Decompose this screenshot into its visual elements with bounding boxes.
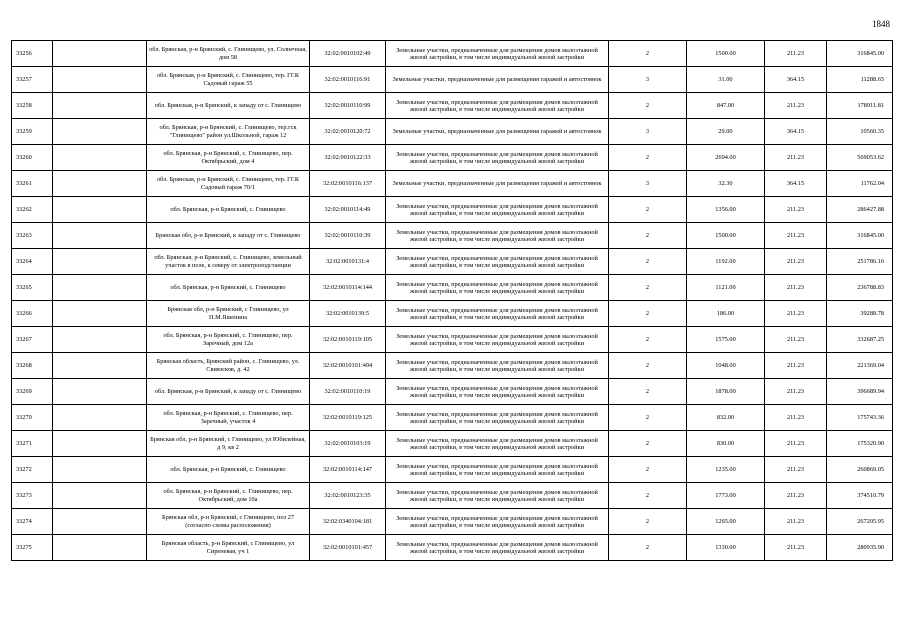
area-cell: 1265.00 <box>687 509 765 535</box>
empty-cell <box>53 457 147 483</box>
land-category-cell: Земельные участки, предназначенные для размещения домов малоэтажной жилой застройки, в том числе индивидуальной жилой застройки <box>386 327 609 353</box>
land-category-cell: Земельные участки, предназначенные для размещения домов малоэтажной жилой застройки, в том числе индивидуальной жилой застройки <box>386 301 609 327</box>
group-cell: 2 <box>609 301 687 327</box>
specific-value-cell: 211.23 <box>765 431 827 457</box>
table-row <box>12 41 893 67</box>
address-cell: обл. Брянская, р-н Брянский, с. Глинищево, земельный участок в поле, к северу от электроподстанции <box>147 249 310 275</box>
empty-cell <box>53 41 147 67</box>
address-cell: обл. Брянская, р-н Брянский, с. Глинищево, тер. ГСК Садовый гараж 55 <box>147 67 310 93</box>
group-cell: 2 <box>609 249 687 275</box>
cadastral-number-cell: 32:02:0010110:99 <box>310 93 386 119</box>
cadastral-value-cell: 251786.16 <box>827 249 893 275</box>
area-cell: 1121.00 <box>687 275 765 301</box>
area-cell: 1878.00 <box>687 379 765 405</box>
group-cell: 3 <box>609 119 687 145</box>
cadastral-number-cell: 32:02:0010103:19 <box>310 431 386 457</box>
group-cell: 2 <box>609 483 687 509</box>
address-cell: обл. Брянская, р-н Брянский, с. Глинищево, пер. Октябрьский, дом 4 <box>147 145 310 171</box>
cadastral-value-cell: 236788.83 <box>827 275 893 301</box>
empty-cell <box>53 93 147 119</box>
cadastral-number-cell: 32:02:0010120:72 <box>310 119 386 145</box>
area-cell: 1500.00 <box>687 223 765 249</box>
table-row <box>12 223 893 249</box>
group-cell: 2 <box>609 535 687 561</box>
group-cell: 2 <box>609 457 687 483</box>
group-cell: 2 <box>609 93 687 119</box>
address-cell: обл. Брянская, р-н Брянский, с. Глинищево <box>147 457 310 483</box>
cadastral-value-cell: 280935.90 <box>827 535 893 561</box>
area-cell: 1235.00 <box>687 457 765 483</box>
table-row <box>12 483 893 509</box>
cadastral-value-cell: 286427.88 <box>827 197 893 223</box>
empty-cell <box>53 275 147 301</box>
row-id-cell: 33262 <box>12 197 53 223</box>
table-row <box>12 145 893 171</box>
address-cell: Брянская обл, р-н Брянский, с Глинищево, ул Юбилейная, д 9, кв 2 <box>147 431 310 457</box>
specific-value-cell: 211.23 <box>765 197 827 223</box>
cadastral-value-cell: 221369.04 <box>827 353 893 379</box>
cadastral-value-cell: 11762.04 <box>827 171 893 197</box>
cadastral-number-cell: 32:02:0010114:49 <box>310 197 386 223</box>
cadastral-number-cell: 32:02:0010123:35 <box>310 483 386 509</box>
area-cell: 1575.00 <box>687 327 765 353</box>
empty-cell <box>53 171 147 197</box>
empty-cell <box>53 379 147 405</box>
specific-value-cell: 364.15 <box>765 171 827 197</box>
table-row <box>12 197 893 223</box>
area-cell: 1048.00 <box>687 353 765 379</box>
group-cell: 2 <box>609 405 687 431</box>
cadastral-value-cell: 10560.35 <box>827 119 893 145</box>
area-cell: 847.00 <box>687 93 765 119</box>
cadastral-number-cell: 32:02:0010114:144 <box>310 275 386 301</box>
area-cell: 1356.00 <box>687 197 765 223</box>
specific-value-cell: 211.23 <box>765 405 827 431</box>
empty-cell <box>53 197 147 223</box>
row-id-cell: 33264 <box>12 249 53 275</box>
group-cell: 2 <box>609 197 687 223</box>
row-id-cell: 33260 <box>12 145 53 171</box>
cadastral-number-cell: 32:02:0010101:494 <box>310 353 386 379</box>
cadastral-number-cell: 32:02:0010116:91 <box>310 67 386 93</box>
empty-cell <box>53 535 147 561</box>
table-row <box>12 405 893 431</box>
table-row <box>12 509 893 535</box>
cadastral-value-cell: 175743.36 <box>827 405 893 431</box>
land-category-cell: Земельные участки, предназначенные для размещения домов малоэтажной жилой застройки, в том числе индивидуальной жилой застройки <box>386 145 609 171</box>
address-cell: Брянская область, р-н Брянский, с Глинищево, ул Сиреневая, уч 1 <box>147 535 310 561</box>
land-category-cell: Земельные участки, предназначенные для размещения домов малоэтажной жилой застройки, в том числе индивидуальной жилой застройки <box>386 431 609 457</box>
row-id-cell: 33272 <box>12 457 53 483</box>
land-category-cell: Земельные участки, предназначенные для размещения домов малоэтажной жилой застройки, в том числе индивидуальной жилой застройки <box>386 509 609 535</box>
empty-cell <box>53 483 147 509</box>
row-id-cell: 33258 <box>12 93 53 119</box>
row-id-cell: 33271 <box>12 431 53 457</box>
cadastral-number-cell: 32:02:0010139:5 <box>310 301 386 327</box>
row-id-cell: 33265 <box>12 275 53 301</box>
area-cell: 1192.00 <box>687 249 765 275</box>
row-id-cell: 33263 <box>12 223 53 249</box>
area-cell: 2694.00 <box>687 145 765 171</box>
land-category-cell: Земельные участки, предназначенные для размещения домов малоэтажной жилой застройки, в том числе индивидуальной жилой застройки <box>386 275 609 301</box>
cadastral-value-cell: 374510.79 <box>827 483 893 509</box>
group-cell: 2 <box>609 327 687 353</box>
area-cell: 1773.00 <box>687 483 765 509</box>
table-row <box>12 119 893 145</box>
land-category-cell: Земельные участки, предназначенные для размещения домов малоэтажной жилой застройки, в том числе индивидуальной жилой застройки <box>386 353 609 379</box>
specific-value-cell: 211.23 <box>765 327 827 353</box>
group-cell: 2 <box>609 275 687 301</box>
specific-value-cell: 211.23 <box>765 535 827 561</box>
page-number: 1848 <box>872 19 890 29</box>
cadastral-number-cell: 32:02:0010131:4 <box>310 249 386 275</box>
address-cell: обл. Брянская, р-н Брянский, с. Глинищево, пер. Заречный, дом 12а <box>147 327 310 353</box>
group-cell: 2 <box>609 223 687 249</box>
land-category-cell: Земельные участки, предназначенные для размещения домов малоэтажной жилой застройки, в том числе индивидуальной жилой застройки <box>386 457 609 483</box>
specific-value-cell: 211.23 <box>765 41 827 67</box>
cadastral-number-cell: 32:02:0010102:49 <box>310 41 386 67</box>
address-cell: обл. Брянская, р-н Брянский, с. Глинищево, тер. ГСК Садовый гараж 70/1 <box>147 171 310 197</box>
empty-cell <box>53 509 147 535</box>
empty-cell <box>53 353 147 379</box>
cadastral-value-cell: 11288.65 <box>827 67 893 93</box>
area-cell: 32.30 <box>687 171 765 197</box>
empty-cell <box>53 67 147 93</box>
area-cell: 832.00 <box>687 405 765 431</box>
area-cell: 830.00 <box>687 431 765 457</box>
address-cell: Брянская обл, р-н Брянский, с Глинищево, поз 27 (согласно схемы расположения) <box>147 509 310 535</box>
specific-value-cell: 364.15 <box>765 67 827 93</box>
land-category-cell: Земельные участки, предназначенные для размещения гаражей и автостоянок <box>386 67 609 93</box>
cadastral-number-cell: 32:02:0010119:105 <box>310 327 386 353</box>
area-cell: 31.00 <box>687 67 765 93</box>
land-category-cell: Земельные участки, предназначенные для размещения домов малоэтажной жилой застройки, в том числе индивидуальной жилой застройки <box>386 41 609 67</box>
row-id-cell: 33273 <box>12 483 53 509</box>
table-row <box>12 249 893 275</box>
table-row <box>12 171 893 197</box>
table-row <box>12 379 893 405</box>
land-category-cell: Земельные участки, предназначенные для размещения домов малоэтажной жилой застройки, в том числе индивидуальной жилой застройки <box>386 405 609 431</box>
specific-value-cell: 211.23 <box>765 483 827 509</box>
specific-value-cell: 211.23 <box>765 457 827 483</box>
land-category-cell: Земельные участки, предназначенные для размещения гаражей и автостоянок <box>386 119 609 145</box>
specific-value-cell: 211.23 <box>765 223 827 249</box>
group-cell: 2 <box>609 431 687 457</box>
address-cell: обл. Брянская, р-н Брянский, к западу от с. Глинищево <box>147 93 310 119</box>
land-category-cell: Земельные участки, предназначенные для размещения домов малоэтажной жилой застройки, в том числе индивидуальной жилой застройки <box>386 535 609 561</box>
land-category-cell: Земельные участки, предназначенные для размещения домов малоэтажной жилой застройки, в том числе индивидуальной жилой застройки <box>386 93 609 119</box>
address-cell: Брянская область, Брянский район, с. Глинищево, ул. Свиязсков, д. 42 <box>147 353 310 379</box>
cadastral-value-cell: 39288.78 <box>827 301 893 327</box>
table-row <box>12 457 893 483</box>
area-cell: 1500.00 <box>687 41 765 67</box>
cadastral-value-cell: 396689.94 <box>827 379 893 405</box>
empty-cell <box>53 249 147 275</box>
row-id-cell: 33261 <box>12 171 53 197</box>
cadastral-value-cell: 332687.25 <box>827 327 893 353</box>
cadastral-number-cell: 32:02:0010110:19 <box>310 379 386 405</box>
group-cell: 2 <box>609 379 687 405</box>
address-cell: Брянская обл, р-н Брянский, к западу от с. Глинищево <box>147 223 310 249</box>
cadastral-number-cell: 32:02:0010119:125 <box>310 405 386 431</box>
group-cell: 2 <box>609 353 687 379</box>
specific-value-cell: 364.15 <box>765 119 827 145</box>
specific-value-cell: 211.23 <box>765 353 827 379</box>
address-cell: обл. Брянская, р-н Брянский, с. Глинищево <box>147 197 310 223</box>
group-cell: 2 <box>609 145 687 171</box>
row-id-cell: 33274 <box>12 509 53 535</box>
empty-cell <box>53 145 147 171</box>
cadastral-number-cell: 32:02:0010110:39 <box>310 223 386 249</box>
row-id-cell: 33256 <box>12 41 53 67</box>
empty-cell <box>53 301 147 327</box>
group-cell: 2 <box>609 41 687 67</box>
address-cell: обл. Брянская, р-н Брянский, к западу от с. Глинищево <box>147 379 310 405</box>
empty-cell <box>53 223 147 249</box>
area-cell: 186.00 <box>687 301 765 327</box>
row-id-cell: 33267 <box>12 327 53 353</box>
land-category-cell: Земельные участки, предназначенные для размещения гаражей и автостоянок <box>386 171 609 197</box>
address-cell: обл. Брянская, р-н Брянский, с. Глинищево, пер. Заречный, участок 4 <box>147 405 310 431</box>
cadastral-number-cell: 32:02:0340104:181 <box>310 509 386 535</box>
table-row <box>12 301 893 327</box>
address-cell: обл. Брянская, р-н Брянский, с. Глинищево <box>147 275 310 301</box>
group-cell: 2 <box>609 509 687 535</box>
cadastral-value-cell: 260869.05 <box>827 457 893 483</box>
table-body <box>12 41 893 561</box>
cadastral-value-cell: 316845.00 <box>827 41 893 67</box>
specific-value-cell: 211.23 <box>765 249 827 275</box>
address-cell: обл. Брянская, р-н Брянский, с. Глинищево, тер.гск "Глинищево" район ул.Школьной, гараж 12 <box>147 119 310 145</box>
row-id-cell: 33275 <box>12 535 53 561</box>
cadastral-value-cell: 569053.62 <box>827 145 893 171</box>
row-id-cell: 33269 <box>12 379 53 405</box>
group-cell: 3 <box>609 171 687 197</box>
cadastral-value-cell: 316845.00 <box>827 223 893 249</box>
land-category-cell: Земельные участки, предназначенные для размещения домов малоэтажной жилой застройки, в том числе индивидуальной жилой застройки <box>386 483 609 509</box>
land-category-cell: Земельные участки, предназначенные для размещения домов малоэтажной жилой застройки, в том числе индивидуальной жилой застройки <box>386 223 609 249</box>
cadastral-number-cell: 32:02:0010114:147 <box>310 457 386 483</box>
specific-value-cell: 211.23 <box>765 275 827 301</box>
area-cell: 29.00 <box>687 119 765 145</box>
land-category-cell: Земельные участки, предназначенные для размещения домов малоэтажной жилой застройки, в том числе индивидуальной жилой застройки <box>386 379 609 405</box>
table-row <box>12 67 893 93</box>
land-category-cell: Земельные участки, предназначенные для размещения домов малоэтажной жилой застройки, в том числе индивидуальной жилой застройки <box>386 197 609 223</box>
specific-value-cell: 211.23 <box>765 93 827 119</box>
specific-value-cell: 211.23 <box>765 379 827 405</box>
cadastral-number-cell: 32:02:0010101:457 <box>310 535 386 561</box>
cadastral-value-cell: 267205.95 <box>827 509 893 535</box>
row-id-cell: 33266 <box>12 301 53 327</box>
address-cell: обл. Брянская, р-н Брянский, с. Глинищево, пер. Октябрьский, дом 10а <box>147 483 310 509</box>
cadastral-value-cell: 175320.90 <box>827 431 893 457</box>
cadastral-number-cell: 32:02:0010116:137 <box>310 171 386 197</box>
land-registry-table <box>11 40 893 561</box>
specific-value-cell: 211.23 <box>765 301 827 327</box>
table-row <box>12 353 893 379</box>
address-cell: Брянская обл, р-н Брянский, с Глинищево, ул П.М.Яшенина <box>147 301 310 327</box>
area-cell: 1330.00 <box>687 535 765 561</box>
empty-cell <box>53 405 147 431</box>
address-cell: обл. Брянская, р-н Брянский, с. Глинищево, ул. Солнечная, дом 58 <box>147 41 310 67</box>
group-cell: 3 <box>609 67 687 93</box>
cadastral-number-cell: 32:02:0010122:33 <box>310 145 386 171</box>
row-id-cell: 33268 <box>12 353 53 379</box>
empty-cell <box>53 431 147 457</box>
empty-cell <box>53 327 147 353</box>
row-id-cell: 33257 <box>12 67 53 93</box>
row-id-cell: 33259 <box>12 119 53 145</box>
empty-cell <box>53 119 147 145</box>
cadastral-value-cell: 178911.81 <box>827 93 893 119</box>
table-row <box>12 275 893 301</box>
row-id-cell: 33270 <box>12 405 53 431</box>
specific-value-cell: 211.23 <box>765 145 827 171</box>
table-row <box>12 535 893 561</box>
specific-value-cell: 211.23 <box>765 509 827 535</box>
table-row <box>12 327 893 353</box>
table-row <box>12 93 893 119</box>
table-row <box>12 431 893 457</box>
land-category-cell: Земельные участки, предназначенные для размещения домов малоэтажной жилой застройки, в том числе индивидуальной жилой застройки <box>386 249 609 275</box>
